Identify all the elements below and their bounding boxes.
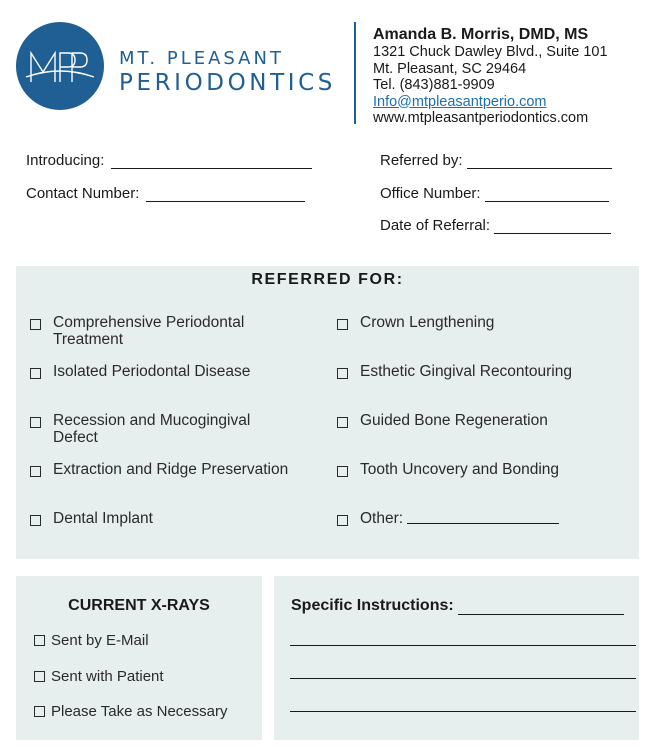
contact-number-input[interactable] [146, 188, 305, 202]
option-dental-implant[interactable] [30, 510, 330, 527]
referred-by-input[interactable] [467, 155, 612, 169]
option-label: Recession and Mucogingival Defect [53, 412, 251, 446]
option-label: Crown Lengthening [360, 314, 495, 331]
option-label: Esthetic Gingival Recontouring [360, 363, 572, 380]
checkbox[interactable] [30, 466, 41, 477]
checkbox[interactable] [30, 417, 41, 428]
option-label: Dental Implant [53, 510, 153, 527]
checkbox[interactable] [30, 319, 41, 330]
date-of-referral-input[interactable] [494, 220, 611, 234]
introducing-input[interactable] [111, 155, 312, 169]
checkbox[interactable] [337, 417, 348, 428]
referred-by-field [380, 152, 612, 169]
option-label: Isolated Periodontal Disease [53, 363, 251, 380]
xray-option-with-patient[interactable] [34, 668, 164, 685]
header-divider [354, 22, 356, 124]
other-input[interactable] [407, 510, 559, 524]
checkbox[interactable] [337, 319, 348, 330]
option-label: Guided Bone Regeneration [360, 412, 548, 429]
checkbox[interactable] [34, 671, 45, 682]
option-label: Extraction and Ridge Preservation [53, 461, 289, 478]
checkbox[interactable] [337, 515, 348, 526]
xray-option-label: Sent with Patient [51, 668, 164, 685]
office-number-label: Office Number: [380, 185, 481, 202]
option-guided-bone[interactable] [337, 412, 627, 429]
checkbox[interactable] [30, 368, 41, 379]
option-isolated-periodontal[interactable] [30, 363, 330, 380]
referred-for-title: REFERRED FOR: [251, 271, 404, 288]
referred-by-label: Referred by: [380, 152, 463, 169]
specific-instructions-input-line-1[interactable] [458, 600, 624, 615]
option-crown-lengthening[interactable] [337, 314, 627, 331]
brand-name-bottom: PERIODONTICS [119, 70, 336, 96]
introducing-label: Introducing: [26, 152, 105, 169]
option-esthetic-gingival[interactable] [337, 363, 627, 380]
brand-name-top: MT. PLEASANT [119, 48, 284, 69]
specific-instructions-label: Specific Instructions: [291, 597, 454, 614]
address-line-2: Mt. Pleasant, SC 29464 [373, 60, 527, 77]
date-of-referral-label: Date of Referral: [380, 217, 491, 234]
email-link[interactable]: Info@mtpleasantperio.com [373, 93, 547, 110]
option-label: Other: [360, 510, 404, 527]
current-xrays-title: CURRENT X-RAYS [68, 597, 210, 614]
checkbox[interactable] [34, 635, 45, 646]
option-label: Comprehensive Periodontal Treatment [53, 314, 245, 348]
logo-monogram-icon [16, 22, 104, 110]
option-extraction-ridge[interactable] [30, 461, 340, 478]
office-number-field [380, 185, 609, 202]
contact-number-label: Contact Number: [26, 185, 140, 202]
checkbox[interactable] [337, 368, 348, 379]
xray-option-label: Sent by E-Mail [51, 632, 149, 649]
date-of-referral-field [380, 217, 611, 234]
specific-instructions-input-line-2[interactable] [290, 645, 636, 646]
website: www.mtpleasantperiodontics.com [373, 110, 589, 126]
specific-instructions-input-line-3[interactable] [290, 678, 636, 679]
specific-instructions-field [291, 597, 624, 615]
option-comprehensive-periodontal[interactable] [30, 314, 330, 348]
logo-emblem [16, 22, 104, 110]
option-label: Tooth Uncovery and Bonding [360, 461, 560, 478]
practice-contact-block [373, 25, 608, 127]
specific-instructions-input-line-4[interactable] [290, 711, 636, 712]
checkbox[interactable] [337, 466, 348, 477]
phone-number: Tel. (843)881-9909 [373, 77, 495, 93]
introducing-field [26, 152, 312, 169]
contact-number-field [26, 185, 305, 202]
doctor-name: Amanda B. Morris, DMD, MS [373, 26, 589, 43]
option-tooth-uncovery[interactable] [337, 461, 627, 478]
office-number-input[interactable] [485, 188, 609, 202]
option-recession-mucogingival[interactable] [30, 412, 330, 446]
xray-option-label: Please Take as Necessary [51, 703, 228, 720]
xray-option-take-as-necessary[interactable] [34, 703, 227, 720]
checkbox[interactable] [30, 515, 41, 526]
option-other[interactable] [337, 510, 627, 527]
address-line-1: 1321 Chuck Dawley Blvd., Suite 101 [373, 44, 608, 60]
checkbox[interactable] [34, 706, 45, 717]
xray-option-email[interactable] [34, 632, 149, 649]
